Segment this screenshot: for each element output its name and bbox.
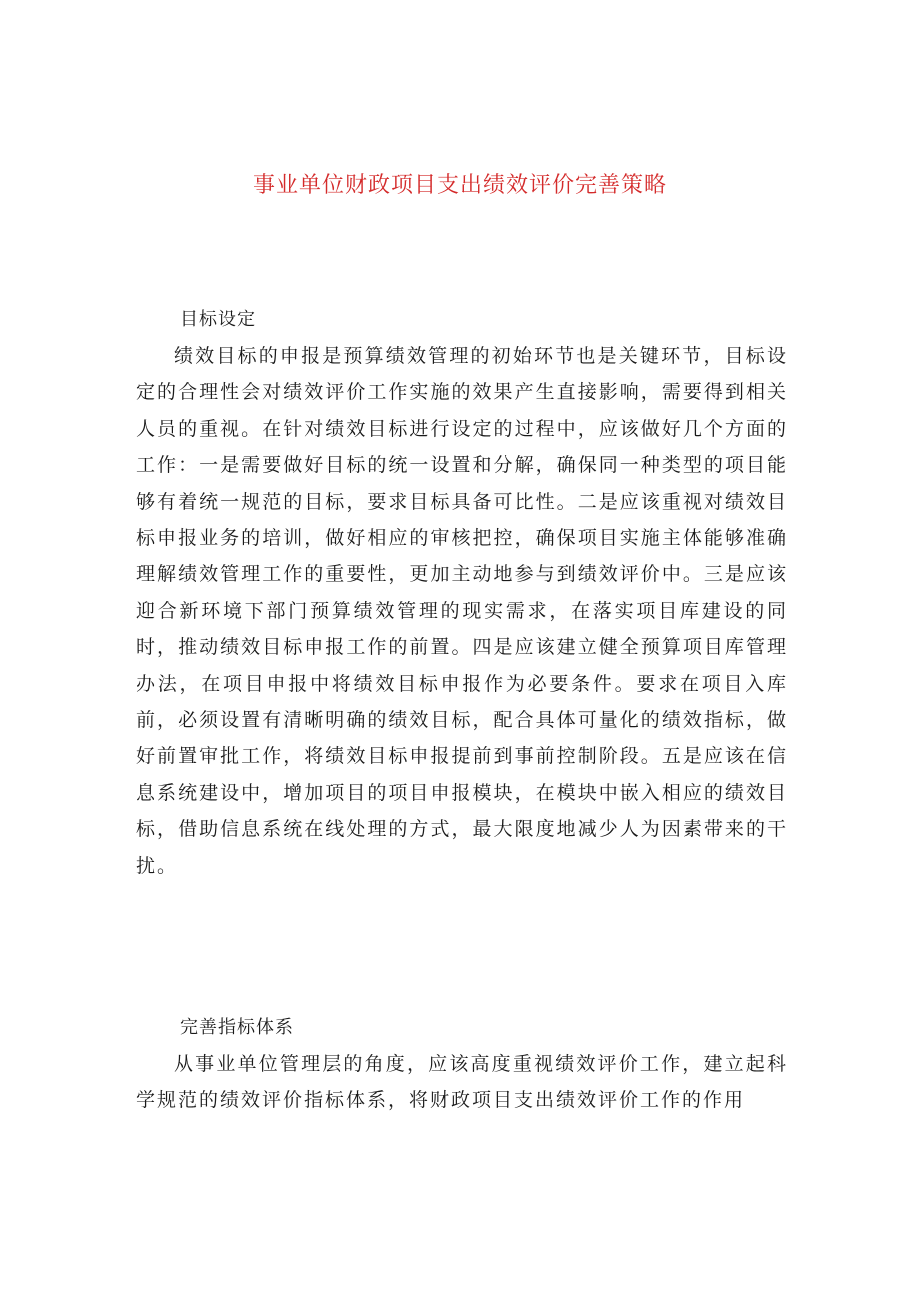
section-target-setting bbox=[136, 302, 788, 884]
section-indicator-system bbox=[136, 1010, 788, 1119]
section-paragraph: 绩效目标的申报是预算绩效管理的初始环节也是关键环节，目标设定的合理性会对绩效评价工作实施的效果产生直接影响，需要得到相关人员的重视。在针对绩效目标进行设定的过程中，应该做好几个方面的工作：一是需要做好目标的统一设置和分解，确保同一种类型的项目能够有着统一规范的目标，要求目标具备可比性。二是应该重视对绩效目标申报业务的培训，做好相应的审核把控，确保项目实施主体能够准确理解绩效管理工作的重要性，更加主动地参与到绩效评价中。三是应该迎合新环境下部门预算绩效管理的现实需求，在落实项目库建设的同时，推动绩效目标申报工作的前置。四是应该建立健全预算项目库管理办法，在项目申报中将绩效目标申报作为必要条件。要求在项目入库前，必须设置有清晰明确的绩效目标，配合具体可量化的绩效指标，做好前置审批工作，将绩效目标申报提前到事前控制阶段。五是应该在信息系统建设中，增加项目的项目申报模块，在模块中嵌入相应的绩效目标，借助信息系统在线处理的方式，最大限度地减少人为因素带来的干扰。 bbox=[136, 345, 788, 877]
section-heading: 完善指标体系 bbox=[180, 1017, 294, 1038]
section-paragraph: 从事业单位管理层的角度，应该高度重视绩效评价工作，建立起科学规范的绩效评价指标体系，将财政项目支出绩效评价工作的作用 bbox=[136, 1053, 788, 1112]
document-title: 事业单位财政项目支出绩效评价完善策略 bbox=[252, 173, 667, 198]
section-heading: 目标设定 bbox=[180, 309, 256, 330]
